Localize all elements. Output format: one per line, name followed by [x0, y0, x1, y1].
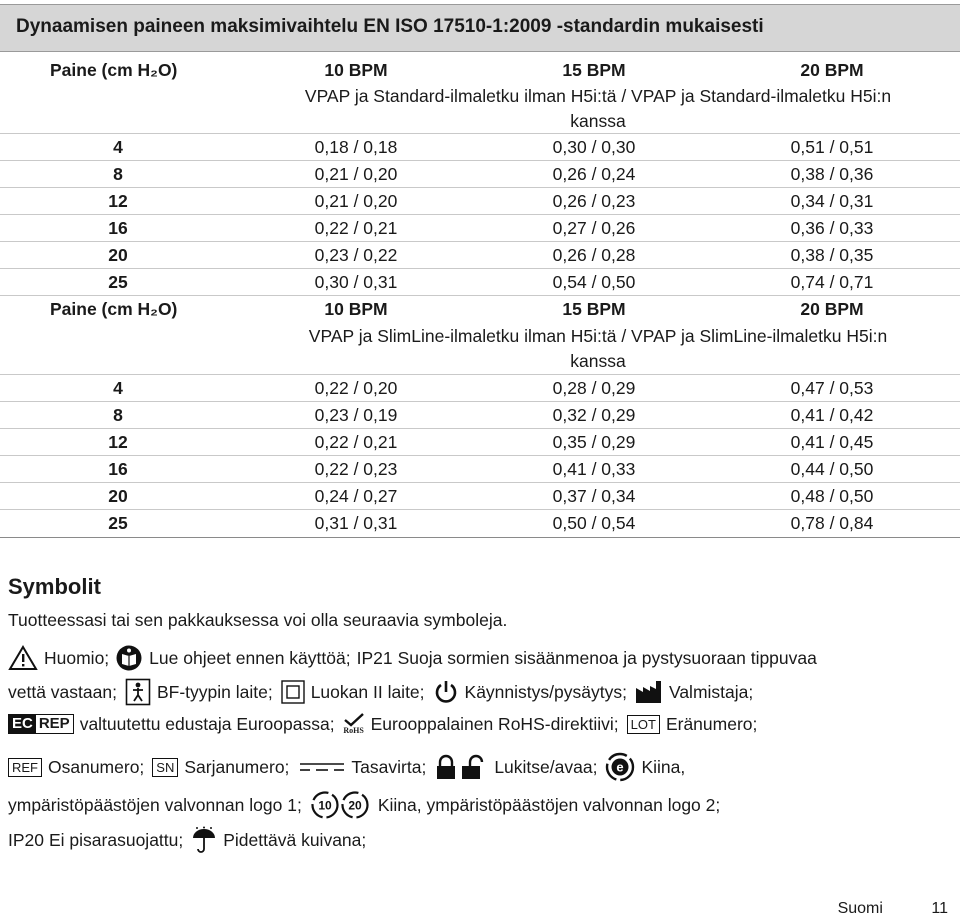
header-15bpm: 15 BPM — [562, 299, 626, 319]
pressure-cell: 4 — [113, 137, 123, 157]
value-cell: 0,18 / 0,18 — [314, 137, 398, 157]
sn-label: Sarjanumero; — [184, 756, 290, 777]
value-cell: 0,36 / 0,33 — [790, 218, 874, 238]
value-cell: 0,78 / 0,84 — [790, 513, 874, 533]
value-cell: 0,37 / 0,34 — [552, 486, 636, 506]
pressure-cell: 8 — [113, 164, 123, 184]
table-title: Dynaamisen paineen maksimivaihtelu EN ISO 17510-1:2009 -standardin mukaisesti — [16, 16, 764, 37]
direct-current-label: Tasavirta; — [351, 756, 427, 777]
value-cell: 0,54 / 0,50 — [552, 272, 636, 292]
value-cell: 0,38 / 0,35 — [790, 245, 874, 265]
table-row — [0, 161, 960, 188]
ip21-label-cont: vettä vastaan; — [8, 681, 117, 702]
table-row — [0, 429, 960, 456]
value-cell: 0,51 / 0,51 — [790, 137, 874, 157]
header-pressure: Paine (cm H₂O) — [50, 299, 178, 319]
value-cell: 0,26 / 0,24 — [552, 164, 636, 184]
china-mark-text: e — [616, 759, 625, 775]
ec-rep-box-ec: EC — [9, 715, 36, 733]
value-cell: 0,41 / 0,33 — [552, 459, 636, 479]
value-cell: 0,30 / 0,30 — [552, 137, 636, 157]
table-header-row — [0, 296, 960, 322]
header-10bpm: 10 BPM — [324, 299, 388, 319]
value-cell: 0,30 / 0,31 — [314, 272, 398, 292]
table-row — [0, 134, 960, 161]
sn-icon: SN — [152, 758, 178, 777]
table-row — [0, 456, 960, 483]
pressure-cell: 8 — [113, 405, 123, 425]
bf-type-label: BF-tyypin laite; — [156, 681, 273, 702]
value-cell: 0,38 / 0,36 — [790, 164, 874, 184]
ip21-code: IP21 — [356, 647, 393, 668]
page-footer — [794, 900, 948, 918]
table-row — [0, 188, 960, 215]
china-logo-2-icon — [310, 790, 372, 820]
pressure-cell: 12 — [108, 191, 128, 211]
symbols-line — [8, 826, 366, 854]
china-logo-2-label: Kiina, ympäristöpäästöjen valvonnan logo 2; — [377, 794, 721, 815]
symbols-line — [8, 790, 720, 820]
china-mark-10: 10 — [318, 798, 332, 813]
symbols-line — [8, 644, 817, 672]
rohs-icon — [343, 713, 365, 735]
pressure-cell: 12 — [108, 432, 128, 452]
ref-label: Osanumero; — [48, 756, 145, 777]
class-ii-label: Luokan II laite; — [310, 681, 425, 702]
symbols-line — [8, 678, 753, 706]
table-title-bar — [0, 4, 960, 52]
power-icon — [433, 679, 459, 705]
read-instructions-icon — [115, 644, 143, 672]
pressure-cell: 20 — [108, 245, 128, 265]
value-cell: 0,22 / 0,21 — [314, 218, 398, 238]
read-instructions-label: Lue ohjeet ennen käyttöä; — [149, 647, 351, 668]
section-subtitle — [236, 324, 960, 374]
value-cell: 0,24 / 0,27 — [314, 486, 398, 506]
ip20-code: IP20 — [8, 829, 44, 850]
lock-unlock-icon — [434, 754, 488, 780]
ec-rep-label: valtuutettu edustaja Euroopassa; — [79, 713, 335, 734]
symbols-line — [8, 713, 757, 735]
table-row — [0, 510, 960, 538]
ref-icon: REF — [8, 758, 42, 777]
lot-icon: LOT — [627, 715, 660, 734]
value-cell: 0,22 / 0,21 — [314, 432, 398, 452]
china-logo-1-label-cont: ympäristöpäästöjen valvonnan logo 1; — [8, 794, 302, 815]
value-cell: 0,50 / 0,54 — [552, 513, 636, 533]
ip20-label: Ei pisarasuojattu; — [49, 829, 184, 850]
value-cell: 0,41 / 0,42 — [790, 405, 874, 425]
ip21-label: Suoja sormien sisäänmenoa ja pystysuoraan tippuvaa — [397, 647, 817, 668]
pressure-cell: 20 — [108, 486, 128, 506]
value-cell: 0,22 / 0,20 — [314, 378, 398, 398]
pressure-cell: 16 — [108, 459, 128, 479]
rohs-label: Eurooppalainen RoHS-direktiivi; — [370, 713, 619, 734]
lot-label: Eränumero; — [665, 713, 758, 734]
symbols-intro: Tuotteessasi tai sen pakkauksessa voi olla seuraavia symboleja. — [8, 610, 508, 630]
manufacturer-icon — [635, 680, 663, 704]
table-row — [0, 375, 960, 402]
ec-rep-box-rep: REP — [38, 715, 70, 732]
rohs-mark-text: RoHS — [343, 726, 364, 735]
value-cell: 0,48 / 0,50 — [790, 486, 874, 506]
value-cell: 0,31 / 0,31 — [314, 513, 398, 533]
china-logo-1-icon — [605, 752, 635, 782]
subtitle-line: kanssa — [570, 351, 626, 371]
table-row — [0, 215, 960, 242]
pressure-cell: 4 — [113, 378, 123, 398]
header-20bpm: 20 BPM — [800, 60, 864, 80]
lock-label: Lukitse/avaa; — [494, 756, 598, 777]
subtitle-line: VPAP ja Standard-ilmaletku ilman H5i:tä / VPAP ja Standard-ilmaletku H5i:n — [304, 86, 892, 106]
pressure-cell: 25 — [108, 272, 128, 292]
value-cell: 0,41 / 0,45 — [790, 432, 874, 452]
value-cell: 0,34 / 0,31 — [790, 191, 874, 211]
caution-label: Huomio; — [44, 647, 110, 668]
value-cell: 0,32 / 0,29 — [552, 405, 636, 425]
china-logo-1-label: Kiina, — [641, 756, 686, 777]
power-label: Käynnistys/pysäytys; — [464, 681, 627, 702]
table-header-row — [0, 57, 960, 83]
table-row — [0, 242, 960, 269]
header-20bpm: 20 BPM — [800, 299, 864, 319]
pressure-cell: 16 — [108, 218, 128, 238]
value-cell: 0,23 / 0,22 — [314, 245, 398, 265]
table-row — [0, 483, 960, 510]
value-cell: 0,26 / 0,28 — [552, 245, 636, 265]
value-cell: 0,26 / 0,23 — [552, 191, 636, 211]
value-cell: 0,44 / 0,50 — [790, 459, 874, 479]
pressure-cell: 25 — [108, 513, 128, 533]
value-cell: 0,27 / 0,26 — [552, 218, 636, 238]
subtitle-line: kanssa — [570, 111, 626, 131]
bf-type-icon — [125, 678, 151, 706]
umbrella-icon — [191, 826, 217, 854]
page-number: 11 — [931, 900, 948, 917]
value-cell: 0,21 / 0,20 — [314, 191, 398, 211]
value-cell: 0,22 / 0,23 — [314, 459, 398, 479]
symbols-heading: Symbolit — [8, 574, 101, 599]
manufacturer-label: Valmistaja; — [668, 681, 754, 702]
china-mark-20: 20 — [348, 798, 362, 813]
direct-current-icon — [299, 760, 345, 774]
keep-dry-label: Pidettävä kuivana; — [223, 829, 367, 850]
value-cell: 0,28 / 0,29 — [552, 378, 636, 398]
subtitle-line: VPAP ja SlimLine-ilmaletku ilman H5i:tä / VPAP ja SlimLine-ilmaletku H5i:n — [308, 326, 888, 346]
symbols-line — [8, 752, 685, 782]
section-subtitle — [236, 84, 960, 134]
ec-rep-icon — [8, 714, 74, 734]
header-15bpm: 15 BPM — [562, 60, 626, 80]
table-row — [0, 269, 960, 296]
header-10bpm: 10 BPM — [324, 60, 388, 80]
value-cell: 0,74 / 0,71 — [790, 272, 874, 292]
header-pressure: Paine (cm H₂O) — [50, 60, 178, 80]
class-ii-icon — [281, 680, 305, 704]
warning-triangle-icon — [8, 645, 38, 671]
value-cell: 0,21 / 0,20 — [314, 164, 398, 184]
value-cell: 0,35 / 0,29 — [552, 432, 636, 452]
value-cell: 0,23 / 0,19 — [314, 405, 398, 425]
table-row — [0, 402, 960, 429]
footer-language: Suomi — [837, 900, 883, 917]
value-cell: 0,47 / 0,53 — [790, 378, 874, 398]
